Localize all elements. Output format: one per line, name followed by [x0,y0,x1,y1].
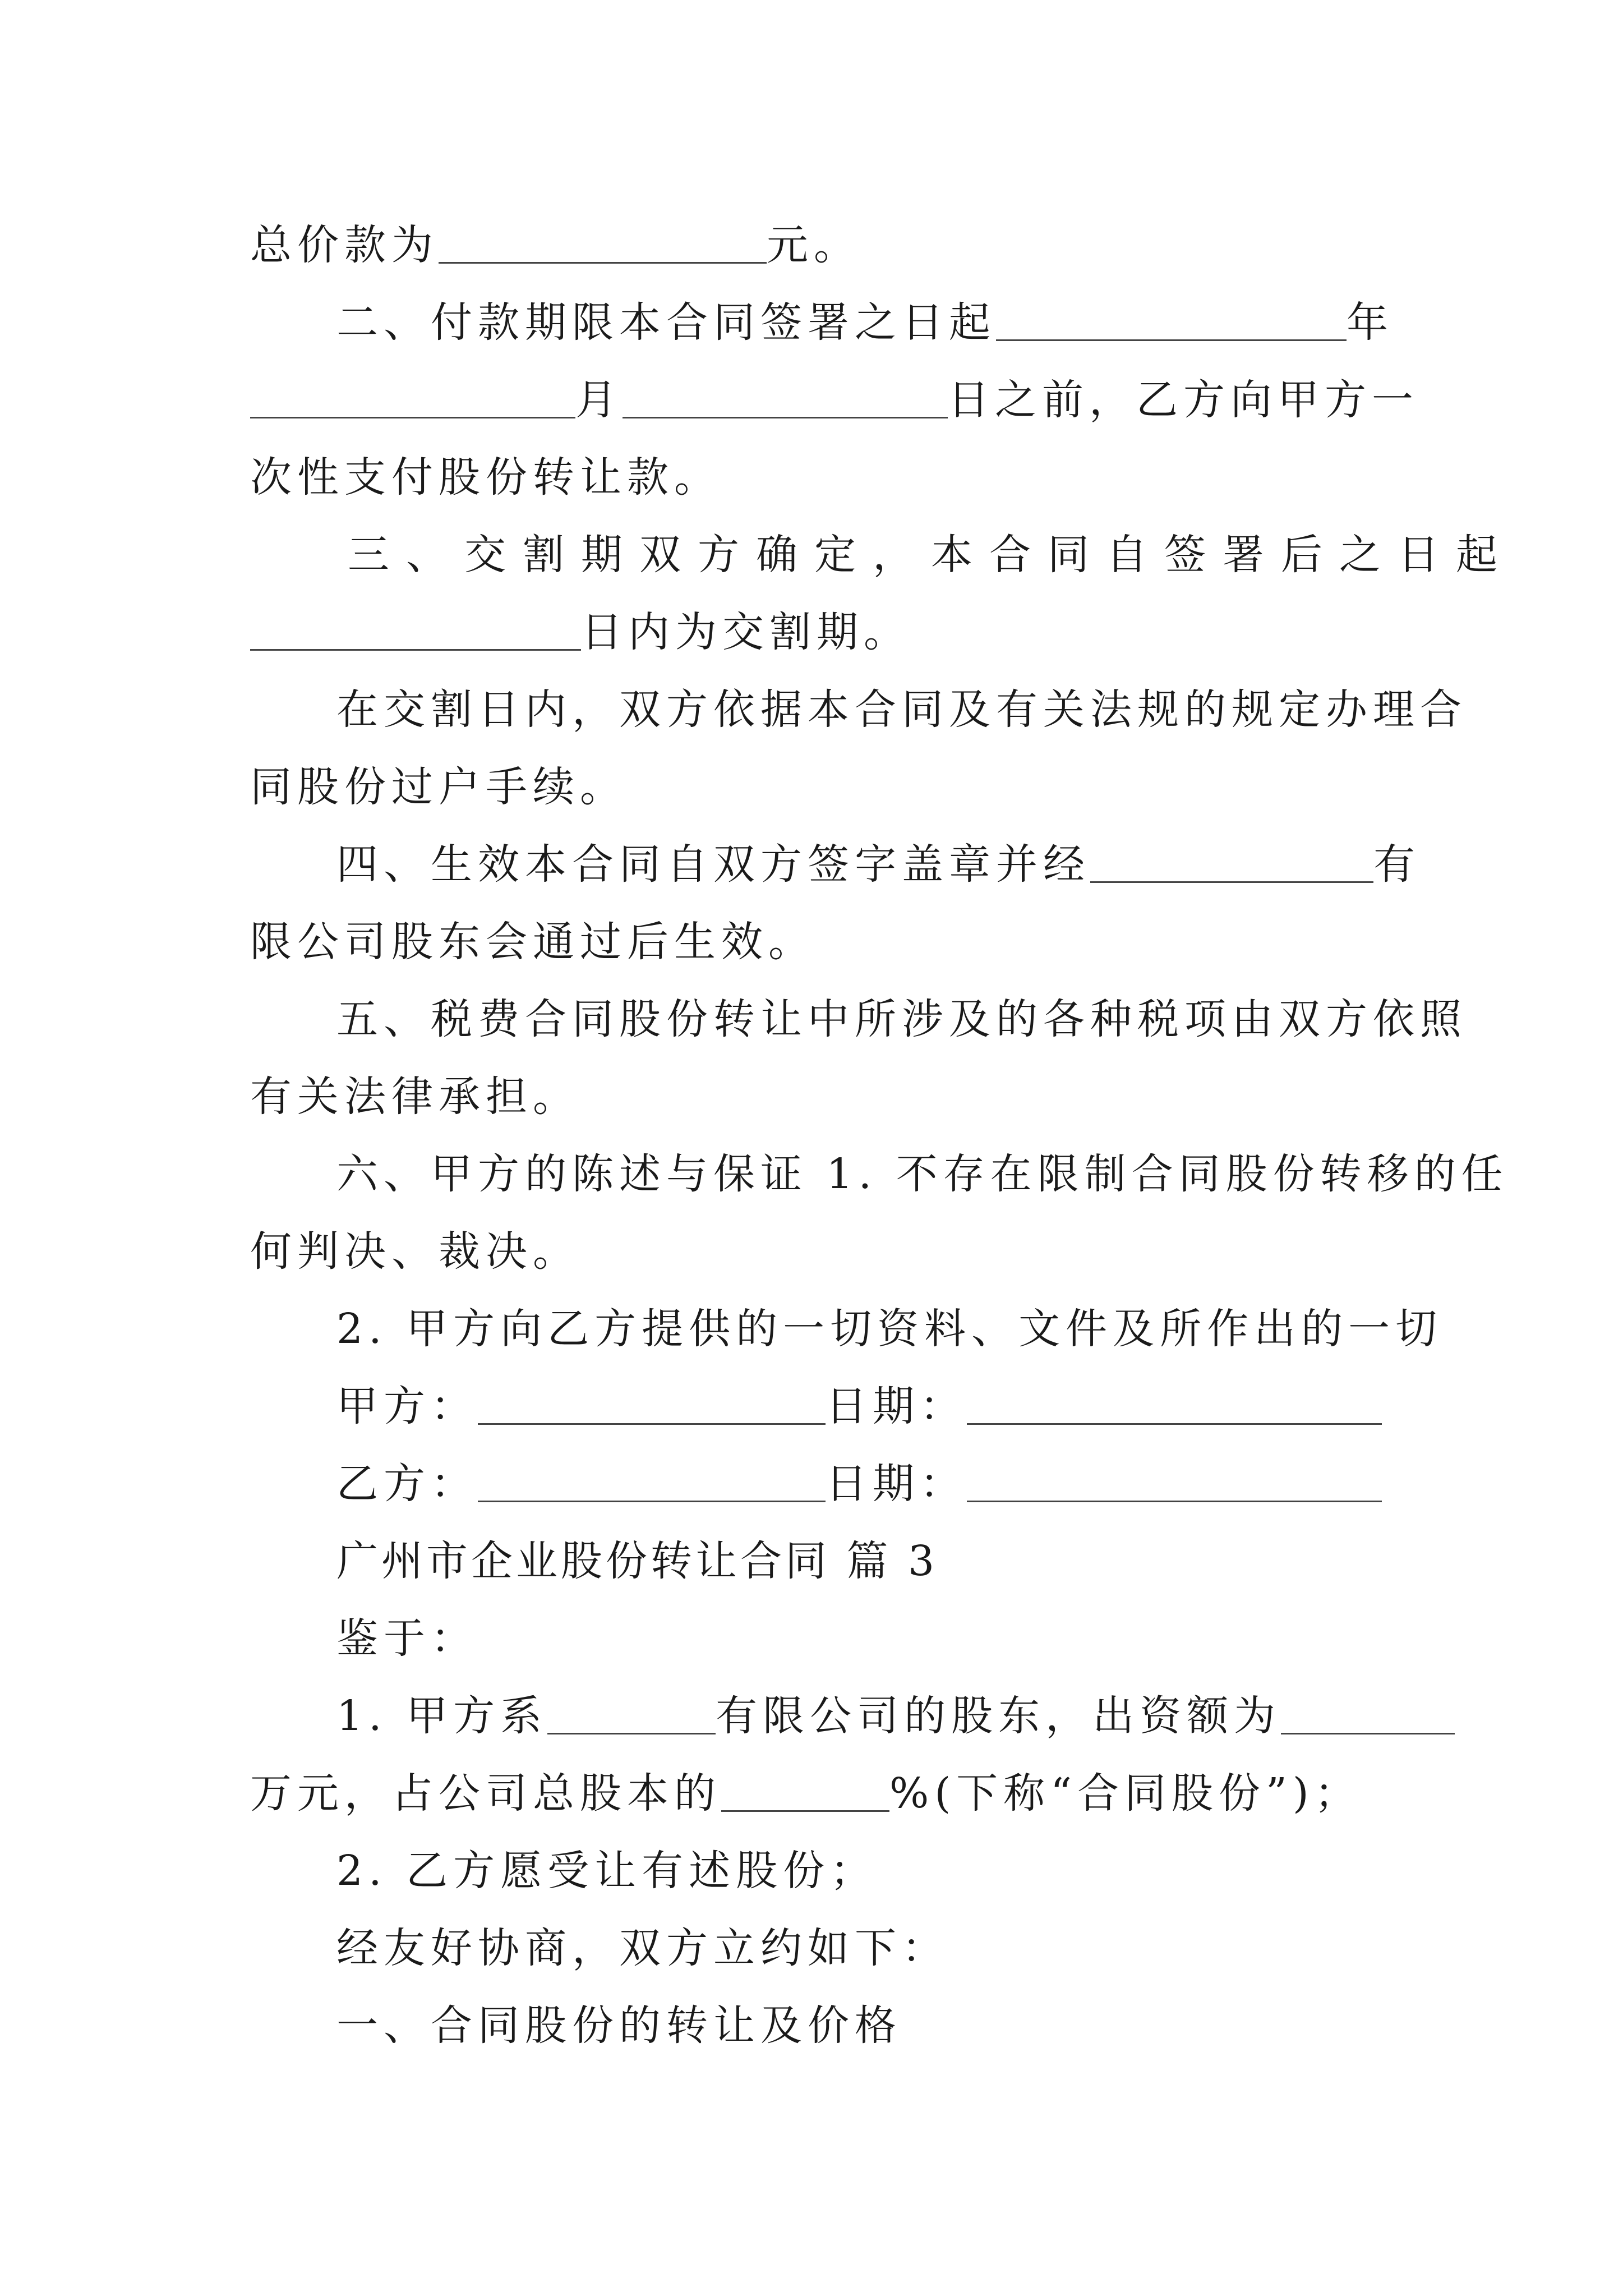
party-a-date-blank [967,1386,1382,1425]
text-line-5: 三、交割期双方确定，本合同自签署后之日起 [348,531,1514,579]
text-line-24: 一、合同股份的转让及价格 [336,2001,902,2050]
text-line-15: 2. 甲方向乙方提供的一切资料、文件及所作出的一切 [336,1305,1443,1353]
text-line-3 [250,376,1419,424]
text-line-12: 有关法律承担。 [250,1073,580,1121]
text-line-2 [336,298,1394,347]
party-a-signature-line [336,1382,1382,1430]
payment-day-blank [623,380,948,418]
total-price-label: 总价款为 [250,221,439,269]
company-name-blank [1090,844,1373,883]
text-line-9 [336,840,1421,889]
text-line-21 [250,1769,1362,1818]
text-line-1 [250,221,861,269]
shareholder-text: 有限公司的股东，出资额为 [716,1692,1281,1740]
share-ratio-text: 万元，占公司总股本的 [250,1769,721,1818]
text-line-22: 2. 乙方愿受让有述股份； [336,1847,878,1895]
text-line-23: 经友好协商，双方立约如下： [336,1924,949,1972]
party-b-blank [478,1464,826,1502]
party-b-signature-line [336,1460,1382,1508]
total-price-unit: 元。 [767,221,861,269]
text-line-20 [336,1692,1455,1740]
effect-text-end: 有 [1373,840,1421,889]
party-b-date-label: 日期： [826,1460,967,1508]
capital-amount-blank [1281,1696,1455,1734]
effect-text: 四、生效本合同自双方签字盖章并经 [336,840,1090,889]
party-a-is-text: 1. 甲方系 [336,1692,548,1740]
party-a-blank [478,1386,826,1425]
party-b-date-blank [967,1464,1382,1502]
section-heading: 广州市企业股份转让合同 篇 3 [336,1537,938,1585]
payment-term-text: 二、付款期限本合同签署之日起 [336,298,996,347]
party-b-label: 乙方： [336,1460,478,1508]
text-line-6 [250,608,911,656]
payment-day-text: 日之前，乙方向甲方一 [948,376,1419,424]
payment-year-unit: 年 [1347,298,1394,347]
text-line-14: 何判决、裁决。 [250,1227,580,1276]
text-line-13: 六、甲方的陈述与保证 1. 不存在限制合同股份转移的任 [336,1150,1509,1198]
party-a-date-label: 日期： [826,1382,967,1430]
payment-year-blank [996,302,1347,341]
text-line-19: 鉴于： [336,1614,478,1663]
payment-month-blank [250,380,575,418]
delivery-period-text: 日内为交割期。 [581,608,911,656]
party-a-label: 甲方： [336,1382,478,1430]
text-line-10: 限公司股东会通过后生效。 [250,918,815,966]
text-line-8: 同股份过户手续。 [250,763,627,811]
text-line-11: 五、税费合同股份转让中所涉及的各种税项由双方依照 [336,995,1467,1043]
payment-month-unit: 月 [575,376,623,424]
text-line-7: 在交割日内，双方依据本合同及有关法规的规定办理合 [336,685,1467,734]
total-price-blank [439,225,767,264]
delivery-days-blank [250,612,581,651]
share-percent-blank [721,1773,889,1812]
contract-shares-text: %(下称“合同股份”)； [889,1769,1362,1818]
text-line-4: 次性支付股份转让款。 [250,453,721,501]
company-blank [547,1696,716,1734]
